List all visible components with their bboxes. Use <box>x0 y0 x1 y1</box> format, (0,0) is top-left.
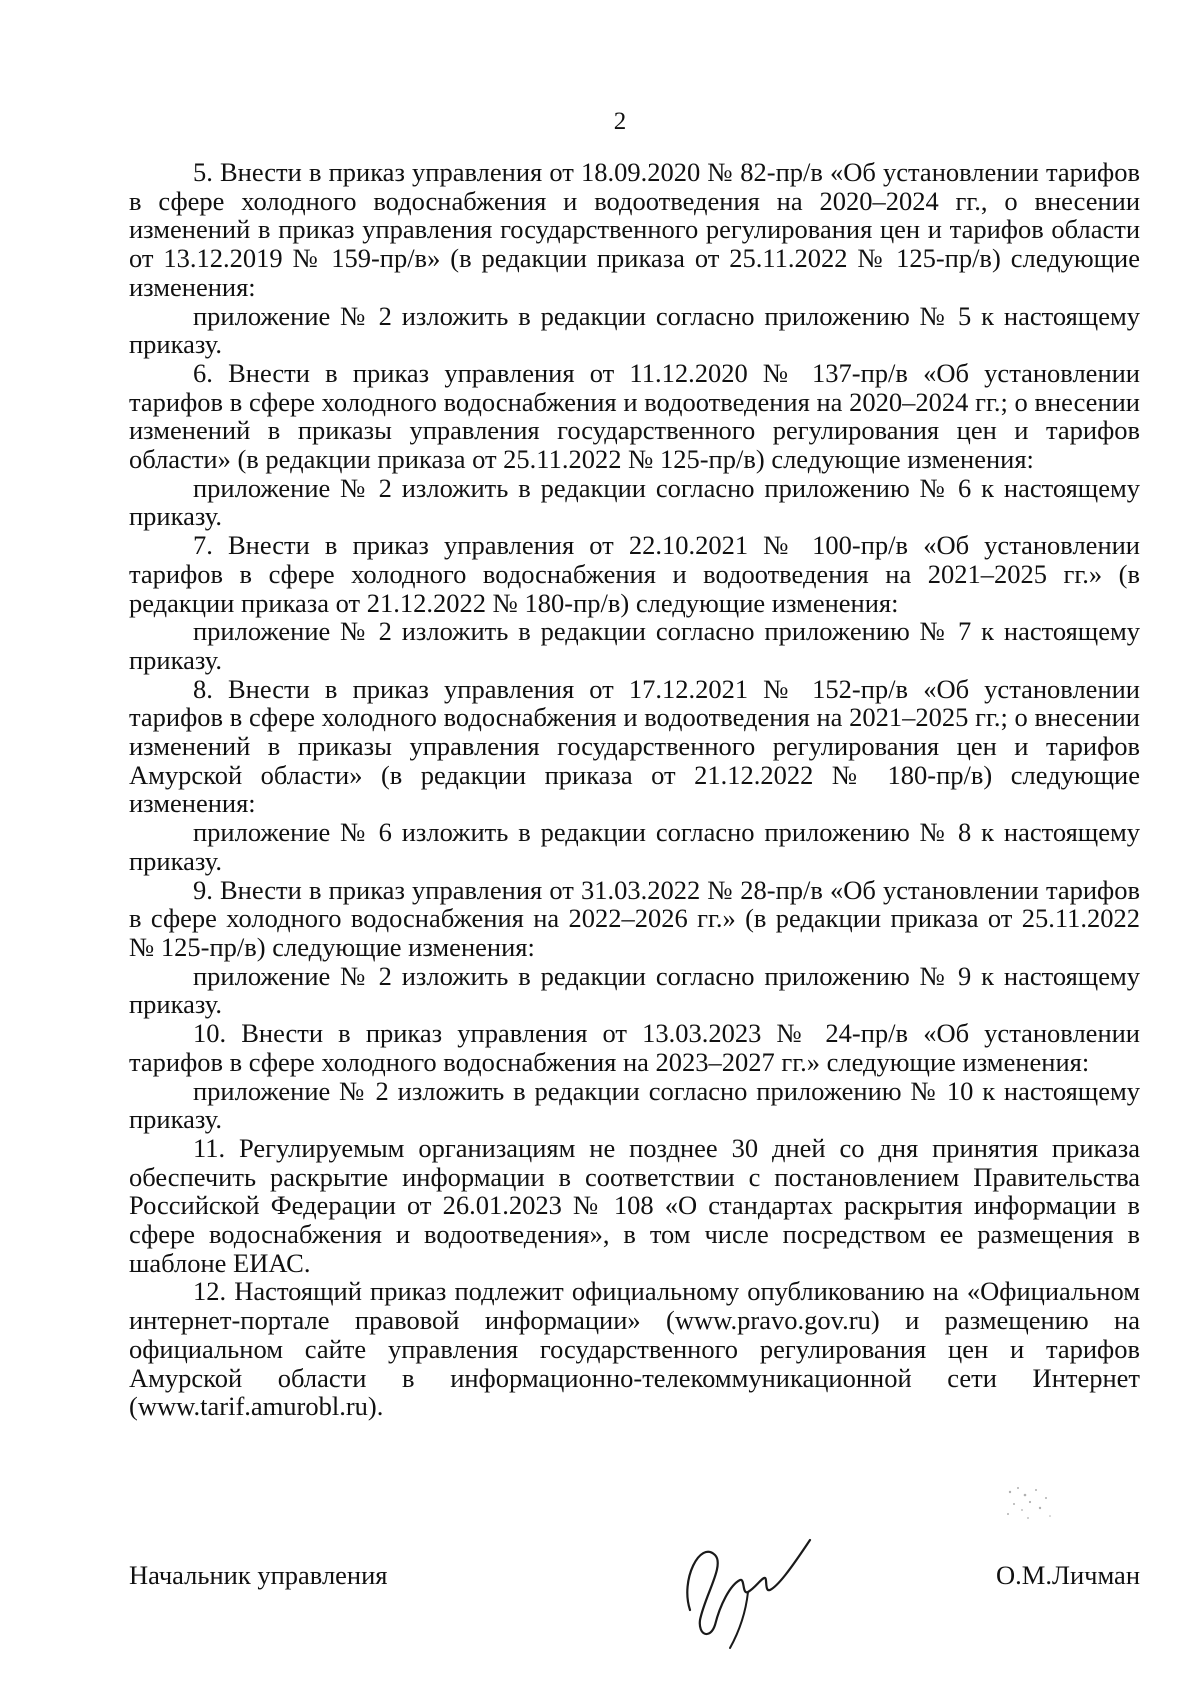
paragraph-item-8: 8. Внести в приказ управления от 17.12.2021 № 152-пр/в «Об установлении тарифов в сфере холодного водоснабжения и водоотведения на 2021–2025 гг.; о внесении изменений в приказы управления государственного регулирования цен и тарифов Амурской области» (в редакции приказа от 21.12.2022 № 180-пр/в) следующие изменения: <box>129 673 1140 819</box>
paragraph-item-9-amendment: приложение № 2 изложить в редакции согласно приложению № 9 к настоящему приказу. <box>129 960 1140 1020</box>
paragraph-item-5-amendment: приложение № 2 изложить в редакции согласно приложению № 5 к настоящему приказу. <box>129 300 1140 360</box>
signature-block <box>129 1560 1140 1600</box>
stamp-residue-mark <box>1000 1480 1080 1540</box>
paragraph-item-6-amendment: приложение № 2 изложить в редакции согласно приложению № 6 к настоящему приказу. <box>129 472 1140 532</box>
paragraph-item-7-amendment: приложение № 2 изложить в редакции согласно приложению № 7 к настоящему приказу. <box>129 616 1140 675</box>
paragraph-item-12: 12. Настоящий приказ подлежит официальному опубликованию на «Официальном интернет-портале правовой информации» (www.pravo.gov.ru) и размещению на официальном сайте управления государственного регулирования цен и тарифов Амурской области в информационно-телекоммуникационной сети Интернет (www.tarif.amurobl.ru). <box>129 1276 1140 1422</box>
paragraph-item-6: 6. Внести в приказ управления от 11.12.2020 № 137-пр/в «Об установлении тарифов в сфере холодного водоснабжения и водоотведения на 2020–2024 гг.; о внесении изменений в приказы управления государственного регулирования цен и тарифов области» (в редакции приказа от 25.11.2022 № 125-пр/в) следующие изменения: <box>129 357 1140 475</box>
paragraph-item-5: 5. Внести в приказ управления от 18.09.2020 № 82-пр/в «Об установлении тарифов в сфере холодного водоснабжения и водоотведения на 2020–2024 гг., о внесении изменений в приказ управления государственного регулирования цен и тарифов области от 13.12.2019 № 159-пр/в» (в редакции приказа от 25.11.2022 № 125-пр/в) следующие изменения: <box>129 157 1140 302</box>
paragraph-item-8-amendment: приложение № 6 изложить в редакции согласно приложению № 8 к настоящему приказу. <box>129 817 1140 876</box>
document-body <box>129 158 1140 1421</box>
paragraph-item-10: 10. Внести в приказ управления от 13.03.2023 № 24-пр/в «Об установлении тарифов в сфере холодного водоснабжения на 2023–2027 гг.» следующие изменения: <box>129 1018 1140 1077</box>
paragraph-item-10-amendment: приложение № 2 изложить в редакции согласно приложению № 10 к настоящему приказу. <box>129 1075 1140 1135</box>
signatory-position: Начальник управления <box>129 1560 388 1590</box>
page-number: 2 <box>613 108 627 135</box>
paragraph-item-7: 7. Внести в приказ управления от 22.10.2021 № 100-пр/в «Об установлении тарифов в сфере холодного водоснабжения и водоотведения на 2021–2025 гг.» (в редакции приказа от 21.12.2022 № 180-пр/в) следующие изменения: <box>129 530 1140 618</box>
paragraph-item-11: 11. Регулируемым организациям не позднее 30 дней со дня принятия приказа обеспечить раскрытие информации в соответствии с постановлением Правительства Российской Федерации от 26.01.2023 № 108 «О стандартах раскрытия информации в сфере водоснабжения и водоотведения», в том числе посредством ее размещения в шаблоне ЕИАС. <box>129 1132 1140 1278</box>
signatory-name: О.М.Личман <box>996 1560 1140 1590</box>
paragraph-item-9: 9. Внести в приказ управления от 31.03.2022 № 28-пр/в «Об установлении тарифов в сфере холодного водоснабжения на 2022–2026 гг.» (в редакции приказа от 25.11.2022 № 125-пр/в) следующие изменения: <box>129 874 1140 962</box>
